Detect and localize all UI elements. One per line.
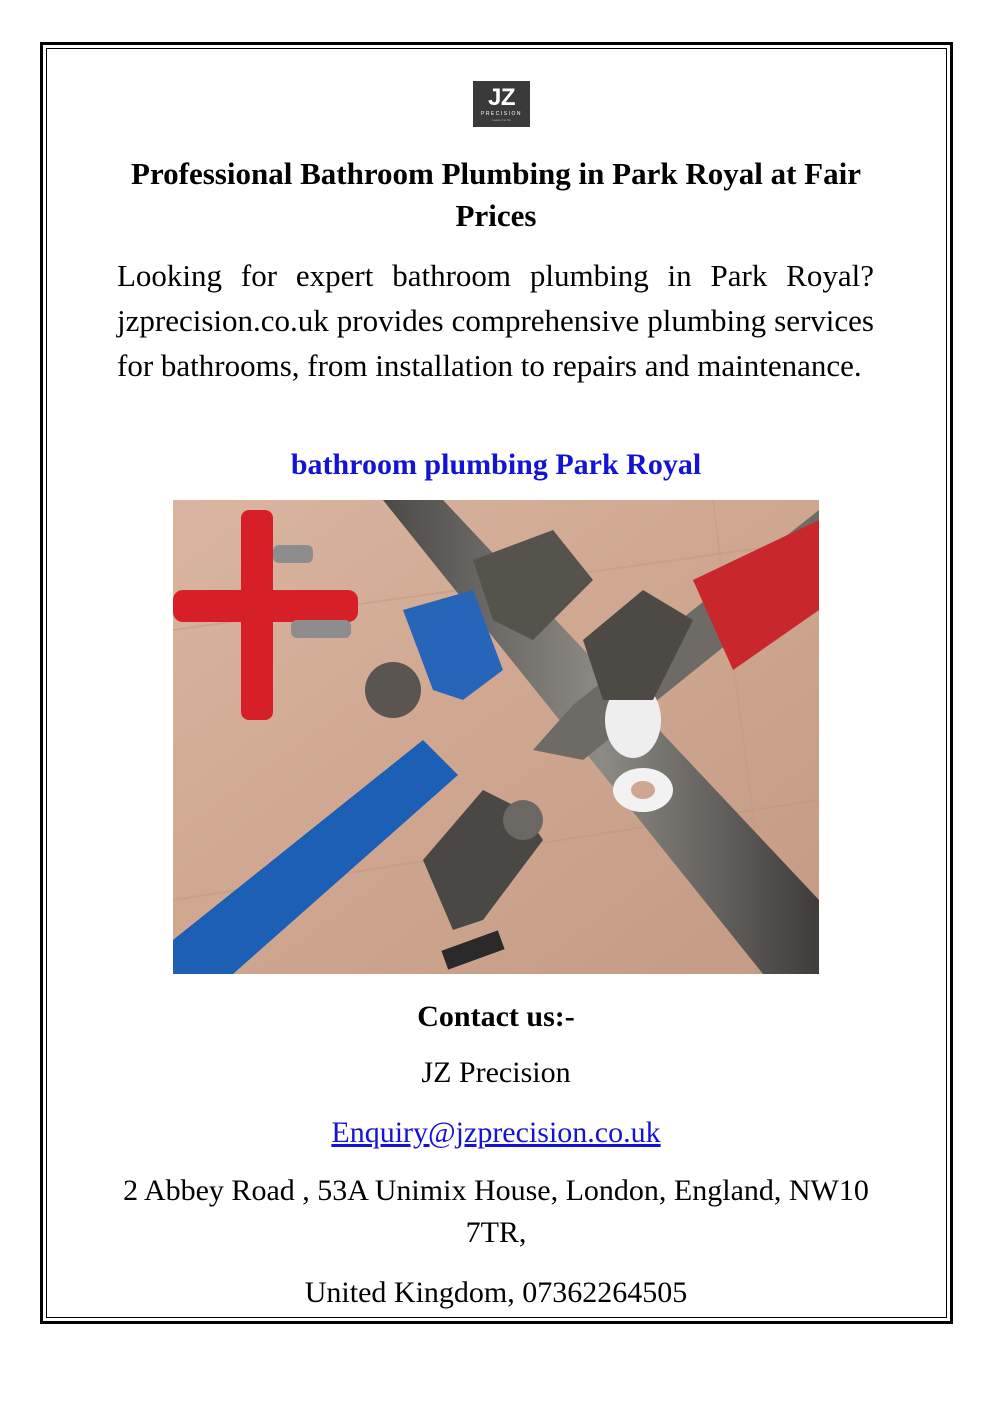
company-name: JZ Precision — [421, 1056, 571, 1089]
country-phone-text: United Kingdom, 07362264505 — [304, 1276, 688, 1309]
page-title: Professional Bathroom Plumbing in Park Royal at Fair Prices — [131, 156, 861, 233]
email-link[interactable]: Enquiry@jzprecision.co.uk — [331, 1116, 661, 1149]
address-text: 2 Abbey Road , 53A Unimix House, London, England, NW10 7TR, — [123, 1174, 869, 1249]
logo-sub: PRECISION — [480, 111, 522, 117]
email-link-wrapper — [120, 1113, 872, 1153]
contact-heading: Contact us:- — [417, 1000, 575, 1033]
logo-mark: JZ — [487, 84, 515, 111]
plumbing-tools-photo — [173, 500, 819, 974]
logo-tagline: Leave it to Us — [492, 118, 511, 122]
jz-precision-logo — [473, 81, 530, 127]
keyword-link[interactable]: bathroom plumbing Park Royal — [290, 448, 702, 481]
intro-paragraph: Looking for expert bathroom plumbing in Park Royal? jzprecision.co.uk provides comprehensive plumbing services for bathrooms, from installation to repairs and maintenance. — [117, 258, 874, 383]
